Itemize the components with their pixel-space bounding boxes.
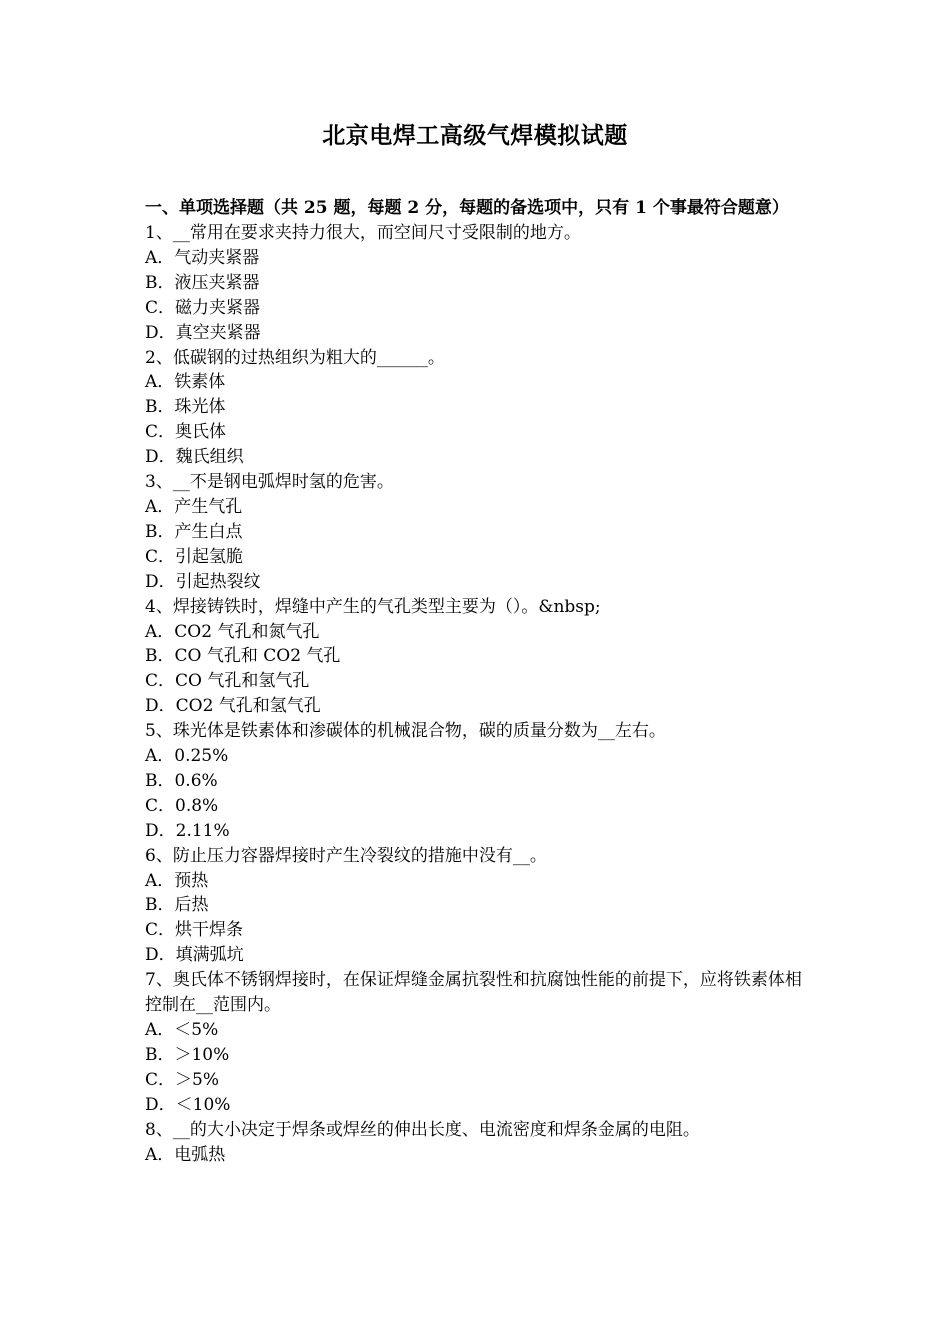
question-text: 8、__的大小决定于焊条或焊丝的伸出长度、电流密度和焊条金属的电阻。 bbox=[145, 1119, 700, 1140]
option-list bbox=[145, 495, 810, 595]
question-item bbox=[145, 221, 810, 346]
question-item bbox=[145, 844, 810, 969]
question-item bbox=[145, 968, 810, 1117]
question-text: 2、低碳钢的过热组织为粗大的______。 bbox=[145, 347, 445, 368]
answer-option: D．＜10% bbox=[145, 1094, 231, 1115]
answer-option: C．奥氏体 bbox=[145, 422, 227, 443]
question-item bbox=[145, 346, 810, 471]
question-text: 5、珠光体是铁素体和渗碳体的机械混合物，碳的质量分数为__左右。 bbox=[145, 721, 666, 742]
question-item bbox=[145, 595, 810, 720]
document-body bbox=[145, 196, 810, 1167]
answer-option: C．引起氢脆 bbox=[145, 546, 244, 567]
answer-option: A．产生气孔 bbox=[145, 496, 243, 517]
document-title: 北京电焊工高级气焊模拟试题 bbox=[322, 122, 628, 149]
question-text: 1、__常用在要求夹持力很大，而空间尺寸受限制的地方。 bbox=[145, 223, 581, 243]
answer-option: B．液压夹紧器 bbox=[145, 272, 260, 293]
answer-option: A．电弧热 bbox=[145, 1144, 226, 1165]
question-text: 3、__不是钢电弧焊时氢的危害。 bbox=[145, 472, 394, 493]
answer-option: B．CO 气孔和 CO2 气孔 bbox=[145, 646, 341, 667]
answer-option: A．预热 bbox=[145, 870, 209, 891]
question-text: 6、防止压力容器焊接时产生冷裂纹的措施中没有__。 bbox=[145, 845, 547, 866]
question-item bbox=[145, 1118, 810, 1168]
option-list bbox=[145, 869, 810, 969]
answer-option: C．0.8% bbox=[145, 795, 219, 816]
answer-option: D．真空夹紧器 bbox=[145, 322, 261, 343]
option-list bbox=[145, 620, 810, 720]
answer-option: B．＞10% bbox=[145, 1044, 230, 1065]
answer-option: B．珠光体 bbox=[145, 397, 226, 418]
answer-option: C．烘干焊条 bbox=[145, 920, 244, 941]
answer-option: B．产生白点 bbox=[145, 521, 243, 542]
option-list bbox=[145, 246, 810, 346]
answer-option: D．填满弧坑 bbox=[145, 945, 244, 966]
question-item bbox=[145, 470, 810, 595]
answer-option: A．CO2 气孔和氮气孔 bbox=[145, 621, 320, 642]
option-list bbox=[145, 370, 810, 470]
option-list bbox=[145, 744, 810, 844]
answer-option: C．磁力夹紧器 bbox=[145, 297, 261, 318]
question-item bbox=[145, 719, 810, 844]
option-list bbox=[145, 1018, 810, 1118]
answer-option: A．＜5% bbox=[145, 1020, 219, 1040]
answer-option: A．铁素体 bbox=[145, 372, 226, 393]
question-text: 7、奥氏体不锈钢焊接时，在保证焊缝金属抗裂性和抗腐蚀性能的前提下，应将铁素体相控制在__范围内。 bbox=[145, 970, 802, 1016]
answer-option: C．CO 气孔和氢气孔 bbox=[145, 671, 310, 692]
answer-option: D．2.11% bbox=[145, 820, 230, 841]
answer-option: A．0.25% bbox=[145, 746, 229, 767]
answer-option: B．0.6% bbox=[145, 770, 218, 791]
option-list bbox=[145, 1143, 810, 1168]
question-text: 4、焊接铸铁时，焊缝中产生的气孔类型主要为（）。&nbsp; bbox=[145, 596, 601, 617]
answer-option: A．气动夹紧器 bbox=[145, 247, 260, 268]
answer-option: C．＞5% bbox=[145, 1069, 219, 1090]
answer-option: D．引起热裂纹 bbox=[145, 571, 261, 592]
answer-option: D．魏氏组织 bbox=[145, 447, 244, 468]
question-list bbox=[145, 221, 810, 1167]
section-heading: 一、单项选择题（共 25 题，每题 2 分，每题的备选项中，只有 1 个事最符合题意） bbox=[145, 198, 789, 218]
answer-option: D．CO2 气孔和氢气孔 bbox=[145, 696, 321, 717]
answer-option: B．后热 bbox=[145, 895, 209, 916]
